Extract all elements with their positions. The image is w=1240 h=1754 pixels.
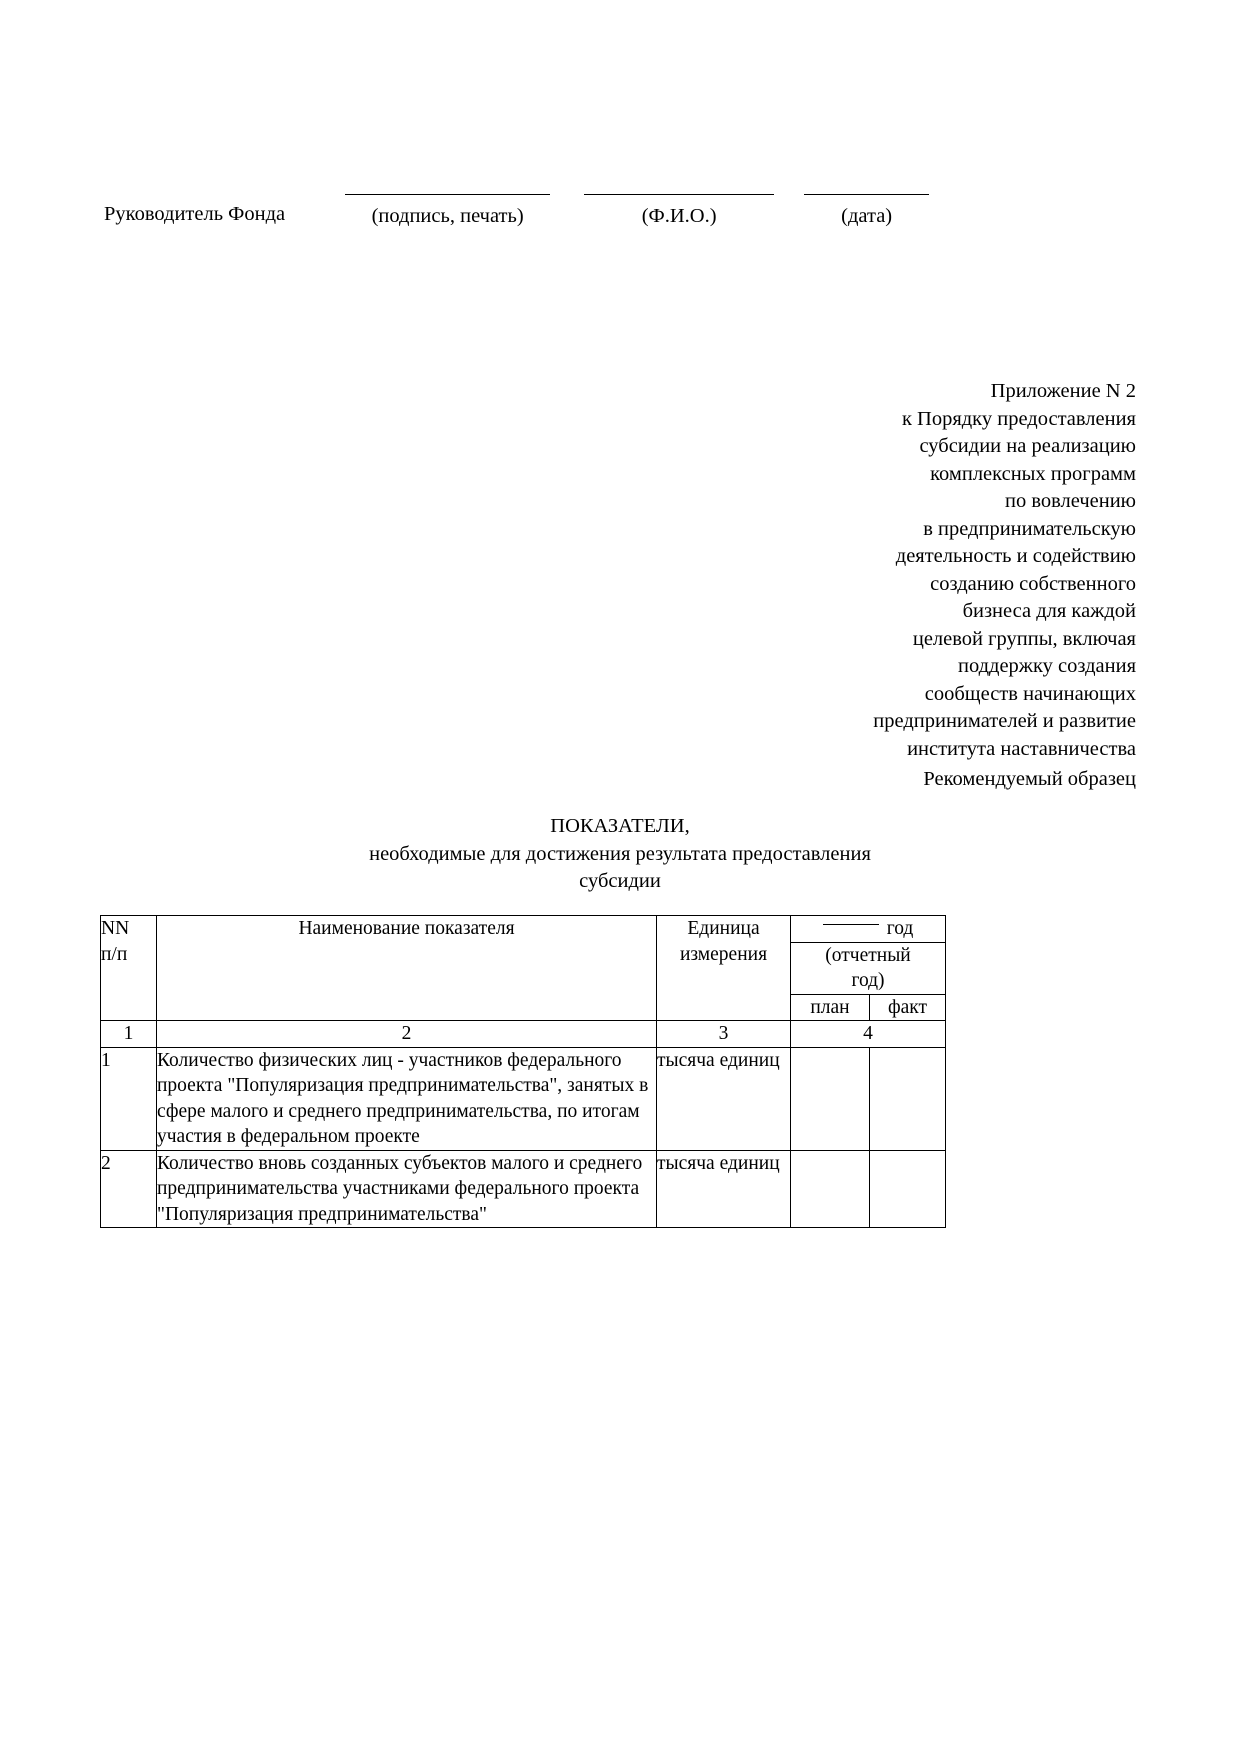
header-unit-line-1: Единица <box>687 918 760 939</box>
signatory-role-label: Руководитель Фонда <box>104 203 286 225</box>
appendix-line-6: в предпринимательскую <box>923 517 1136 540</box>
signature-line-signature-seal <box>345 168 550 195</box>
signature-slot-signature-seal <box>345 168 550 228</box>
header-reporting-line-1: (отчетный <box>825 944 911 966</box>
signature-slots <box>345 168 929 228</box>
signature-caption-signature-seal: (подпись, печать) <box>371 205 524 227</box>
appendix-line-8: созданию собственного <box>930 572 1136 595</box>
appendix-line-9: бизнеса для каждой <box>962 600 1136 622</box>
signature-caption-full-name: (Ф.И.О.) <box>641 205 717 227</box>
column-number-unit: 3 <box>657 1021 791 1048</box>
row-2-fact[interactable] <box>870 1150 946 1228</box>
appendix-line-11: поддержку создания <box>957 655 1136 677</box>
column-number-year: 4 <box>791 1021 946 1048</box>
appendix-line-12: сообществ начинающих <box>924 682 1136 705</box>
signature-slot-date <box>804 168 929 228</box>
appendix-line-1: Приложение N 2 <box>990 380 1136 402</box>
header-cell-name: Наименование показателя <box>157 916 657 1021</box>
table-row <box>101 1150 946 1228</box>
row-2-name: Количество вновь созданных субъектов малого и среднего предпринимательства участниками федерального проекта "Популяризация предпринимательства" <box>157 1150 657 1228</box>
header-cell-fact: факт <box>870 994 946 1021</box>
header-reporting-line-2: год) <box>851 970 885 991</box>
column-number-name: 2 <box>157 1021 657 1048</box>
header-cell-plan: план <box>791 994 870 1021</box>
indicators-table <box>100 915 946 1228</box>
year-blank-field[interactable] <box>823 924 879 925</box>
column-number-nn: 1 <box>101 1021 157 1048</box>
header-unit-line-2: измерения <box>679 943 768 965</box>
indicators-table-wrapper <box>100 915 945 1228</box>
header-nn-line-1: NN <box>101 918 130 939</box>
signature-row <box>104 168 1144 228</box>
appendix-line-5: по вовлечению <box>1004 490 1136 512</box>
row-1-nn: 1 <box>101 1047 157 1150</box>
signature-block <box>104 168 1144 228</box>
table-header-row-1 <box>101 916 946 943</box>
row-2-plan[interactable] <box>791 1150 870 1228</box>
row-2-nn: 2 <box>101 1150 157 1228</box>
header-cell-unit <box>657 916 791 1021</box>
page-title <box>0 813 1240 896</box>
signature-line-full-name <box>584 168 774 195</box>
page-title-line-3: субсидии <box>579 870 661 892</box>
page-title-line-1: ПОКАЗАТЕЛИ, <box>550 815 690 837</box>
signature-line-date <box>804 168 929 195</box>
appendix-line-13: предпринимателей и развитие <box>873 710 1136 732</box>
table-row <box>101 1047 946 1150</box>
header-year-label: год <box>886 918 914 939</box>
appendix-line-2: к Порядку предоставления <box>901 407 1136 430</box>
row-1-fact[interactable] <box>870 1047 946 1150</box>
appendix-reference <box>716 378 1136 763</box>
appendix-line-4: комплексных программ <box>930 462 1136 485</box>
row-1-unit: тысяча единиц <box>657 1047 791 1150</box>
signature-slot-full-name <box>584 168 774 228</box>
row-1-name: Количество физических лиц - участников федерального проекта "Популяризация предпринимательства", занятых в сфере малого и среднего предпринимательства, по итогам участия в федеральном проекте <box>157 1047 657 1150</box>
page-title-line-2: необходимые для достижения результата предоставления <box>369 842 871 865</box>
appendix-line-7: деятельность и содействию <box>895 545 1136 567</box>
table-column-number-row <box>101 1021 946 1048</box>
appendix-line-3: субсидии на реализацию <box>919 435 1136 457</box>
appendix-line-14: института наставничества <box>907 737 1136 760</box>
signature-caption-date: (дата) <box>841 205 893 227</box>
header-nn-line-2: п/п <box>101 943 128 965</box>
header-cell-reporting-year <box>791 942 946 994</box>
header-cell-nn <box>101 916 157 1021</box>
header-cell-year <box>791 916 946 943</box>
row-1-plan[interactable] <box>791 1047 870 1150</box>
row-2-unit: тысяча единиц <box>657 1150 791 1228</box>
appendix-line-10: целевой группы, включая <box>912 627 1136 650</box>
recommended-sample-label: Рекомендуемый образец <box>923 768 1136 790</box>
